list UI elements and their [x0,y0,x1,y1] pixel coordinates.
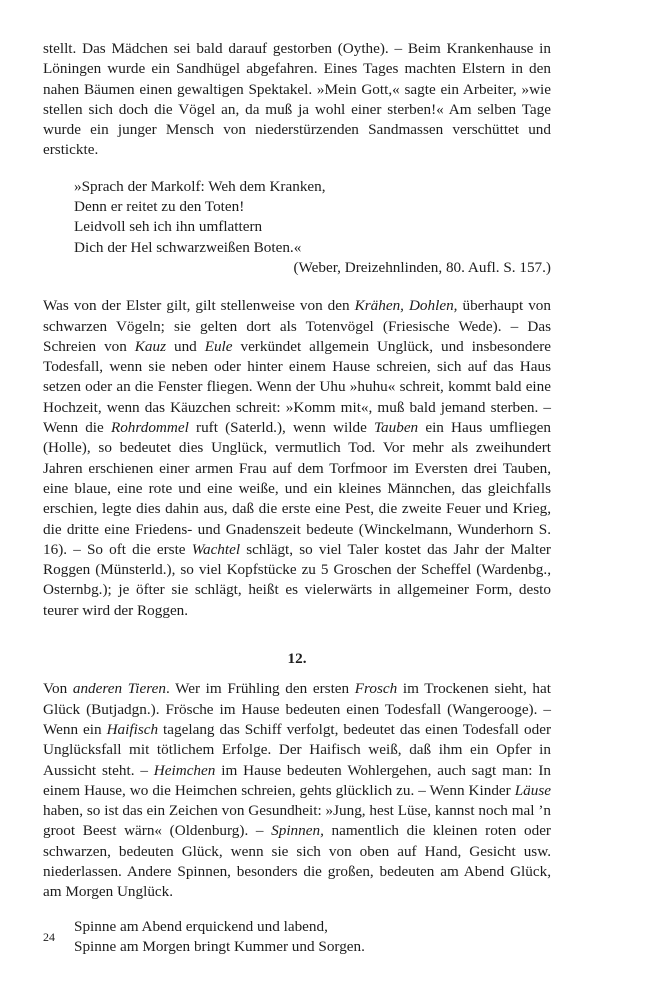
verse-line: Denn er reitet zu den Toten! [74,198,245,216]
page-number: 24 [43,930,55,944]
italic-term: Läuse [514,781,551,799]
italic-term: Heimchen [153,761,216,779]
verse-source: (Weber, Dreizehnlinden, 80. Aufl. S. 157.) [293,258,551,276]
italic-term: Eule [204,337,233,355]
verse-proverb [74,917,551,958]
italic-term: anderen Tieren [72,680,166,698]
italic-term: Rohrdommel [110,419,189,437]
verse-line: Spinne am Morgen bringt Kummer und Sorgen. [74,937,365,955]
verse-line: Leidvoll seh ich ihn umflattern [74,218,263,236]
italic-term: Haifisch [106,720,159,738]
section-number: 12. [287,650,307,668]
italic-term: Frosch [354,680,398,698]
verse-line: Spinne am Abend erquickend und labend, [74,917,328,935]
italic-term: Krähen, Dohlen, [354,297,458,315]
text-column [43,39,551,957]
verse-quote [74,177,551,278]
italic-term: Spinnen, [271,822,324,840]
italic-term: Wachtel [191,540,241,558]
verse-line: »Sprach der Markolf: Weh dem Kranken, [74,177,326,195]
paragraph-continuation: stellt. Das Mädchen sei bald darauf gestorben (Oythe). – Beim Krankenhause in Löningen wurde ein Sandhügel abgefahren. Eines Tages machten Elstern in den nahen Bäumen einen gewaltigen Spektakel. »Mein Gott,« sagte ein Arbeiter, »wie stellen sich doch die Vögel an, da muß ja wohl einer sterben!« Am selben Tage wurde ein junger Mensch von niederstürzenden Sandmassen verschüttet und erstickte. [43,40,551,159]
paragraph-other-animals: Von anderen Tieren. Wer im Frühling den ersten Frosch im Trockenen sieht, hat Glück (Butjadgn.). Frösche im Hause bedeuten einen Todesfall (Wangerooge). – Wenn ein Haifisch tagelang das Schiff verfolgt, bedeutet das einen Todesfall oder Unglücksfall mit tötlichem Erfolge. Der Haifisch weiß, daß ihm ein Opfer in Aussicht steht. – Heimchen im Hause bedeuten Wohlergehen, auch sagt man: In einem Hause, wo die Heimchen schreien, gehts glücklich zu. – Wenn Kinder Läuse haben, so ist das ein Zeichen von Gesundheit: »Jung, hest Lüse, kannst noch mal ’n groot Beest wärn« (Oldenburg). – Spinnen, namentlich die kleinen roten oder schwarzen, bedeuten Glück, wenn sie sich von oben auf Hand, Gesicht usw. niederlassen. Andere Spinnen, besonders die großen, bedeuten am Abend Glück, am Morgen Unglück. [43,680,551,901]
verse-line: Dich der Hel schwarzweißen Boten.« [74,238,302,256]
paragraph-birds: Was von der Elster gilt, gilt stellenweise von den Krähen, Dohlen, überhaupt von schwarzen Vögeln; sie gelten dort als Totenvögel (Friesische Wede). – Das Schreien von Kauz und Eule verkündet allgemein Unglück, und insbesondere Todesfall, wenn sie neben oder hinter einem Hause schreien, sich auf das Haus setzen oder an die Fenster fliegen. Wenn der Uhu »huhu« schreit, kommt bald eine Hochzeit, wenn das Käuzchen schreit: »Komm mit«, muß bald jemand sterben. – Wenn die Rohrdommel ruft (Saterld.), wenn wilde Tauben ein Haus umfliegen (Holle), so bedeutet dies Unglück, vermutlich Tod. Vor mehr als zweihundert Jahren erschienen einer armen Frau auf dem Torfmoor im Eversten drei Tauben, eine blaue, eine rote und eine weiße, und ein kleines Männchen, das gleichfalls erschien, legte dies dahin aus, daß die erste eine Pest, die zweite Feuer und Krieg, die dritte eine Friedens- und Gnadenszeit bedeute (Winckelmann, Wunderhorn S. 16). – So oft die erste Wachtel schlägt, so viel Taler kostet das Jahr der Malter Roggen (Münsterld.), so viel Kopfstücke zu 5 Groschen der Scheffel (Wardenbg., Osternbg.); je öfter sie schlägt, heißt es vielerwärts in allgemeiner Form, desto teurer wird der Roggen. [43,297,551,619]
italic-term: Kauz [134,337,167,355]
italic-term: Tauben [373,419,419,437]
